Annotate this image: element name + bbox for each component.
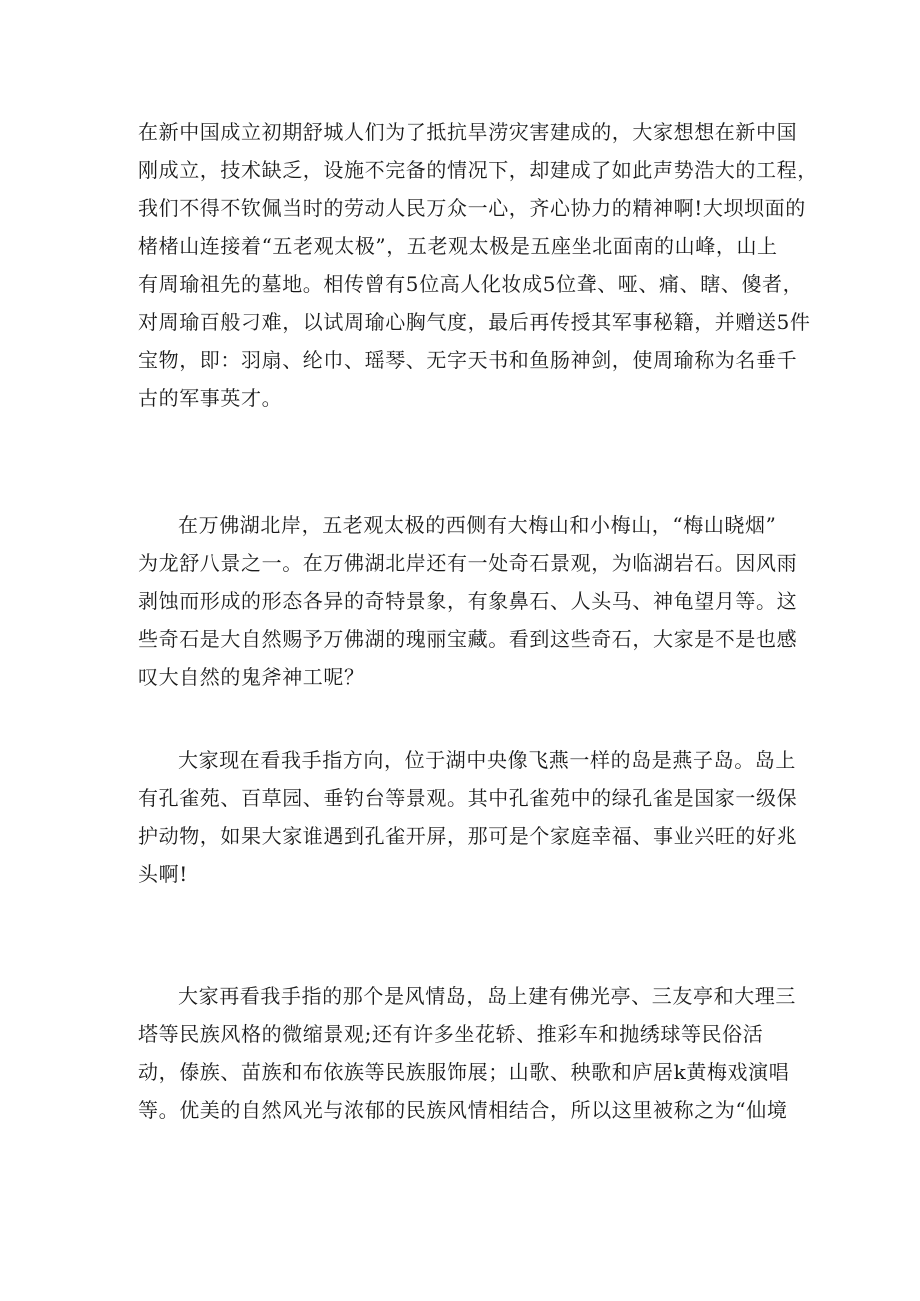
text-line: 等。优美的自然风光与浓郁的民族风情相结合，所以这里被称之为“仙境	[138, 1098, 788, 1122]
text-line: 大家现在看我手指方向，位于湖中央像飞燕一样的岛是燕子岛。岛上	[178, 748, 796, 772]
text-line: 我们不得不钦佩当时的劳动人民万众一心，齐心协力的精神啊!大坝坝面的	[138, 196, 806, 220]
text-line: 动，傣族、苗族和布依族等民族服饰展；山歌、秧歌和庐居k黄梅戏演唱	[138, 1060, 790, 1084]
text-line: 有孔雀苑、百草园、垂钓台等景观。其中孔雀苑中的绿孔雀是国家一级保	[138, 786, 798, 810]
text-line: 头啊!	[138, 862, 188, 886]
text-line: 宝物，即：羽扇、纶巾、瑶琴、无字天书和鱼肠神剑，使周瑜称为名垂千	[138, 348, 798, 372]
text-line: 有周瑜祖先的墓地。相传曾有5位高人化妆成5位聋、哑、痛、瞎、傻者，	[138, 272, 804, 296]
text-line: 刚成立，技术缺乏，设施不完备的情况下，却建成了如此声势浩大的工程，	[138, 158, 818, 182]
text-line: 在新中国成立初期舒城人们为了抵抗旱涝灾害建成的，大家想想在新中国	[138, 120, 798, 144]
text-line: 叹大自然的鬼斧神工呢？	[138, 665, 365, 689]
paragraph-strange-rocks	[138, 506, 798, 696]
text-line: 护动物，如果大家谁遇到孔雀开屏，那可是个家庭幸福、事业兴旺的好兆	[138, 824, 798, 848]
text-line: 楮楮山连接着“五老观太极”，五老观太极是五座坐北面南的山峰，山上	[138, 234, 778, 258]
paragraph-swallow-island	[138, 741, 798, 893]
paragraph-folk-island	[138, 977, 798, 1129]
paragraph-zhou-yu-tomb	[138, 113, 818, 417]
text-line: 在万佛湖北岸，五老观太极的西侧有大梅山和小梅山，“梅山晓烟”	[178, 513, 777, 537]
text-line: 大家再看我手指的那个是风情岛，岛上建有佛光亭、三友亭和大理三	[178, 984, 796, 1008]
text-line: 为龙舒八景之一。在万佛湖北岸还有一处奇石景观，为临湖岩石。因风雨	[138, 551, 798, 575]
text-line: 剥蚀而形成的形态各异的奇特景象，有象鼻石、人头马、神龟望月等。这	[138, 589, 798, 613]
text-line: 些奇石是大自然赐予万佛湖的瑰丽宝藏。看到这些奇石，大家是不是也感	[138, 627, 798, 651]
text-line: 对周瑜百般刁难，以试周瑜心胸气度，最后再传授其军事秘籍，并赠送5件	[138, 310, 811, 334]
text-line: 古的军事英才。	[138, 386, 283, 410]
text-line: 塔等民族风格的微缩景观;还有许多坐花轿、推彩车和抛绣球等民俗活	[138, 1022, 764, 1046]
